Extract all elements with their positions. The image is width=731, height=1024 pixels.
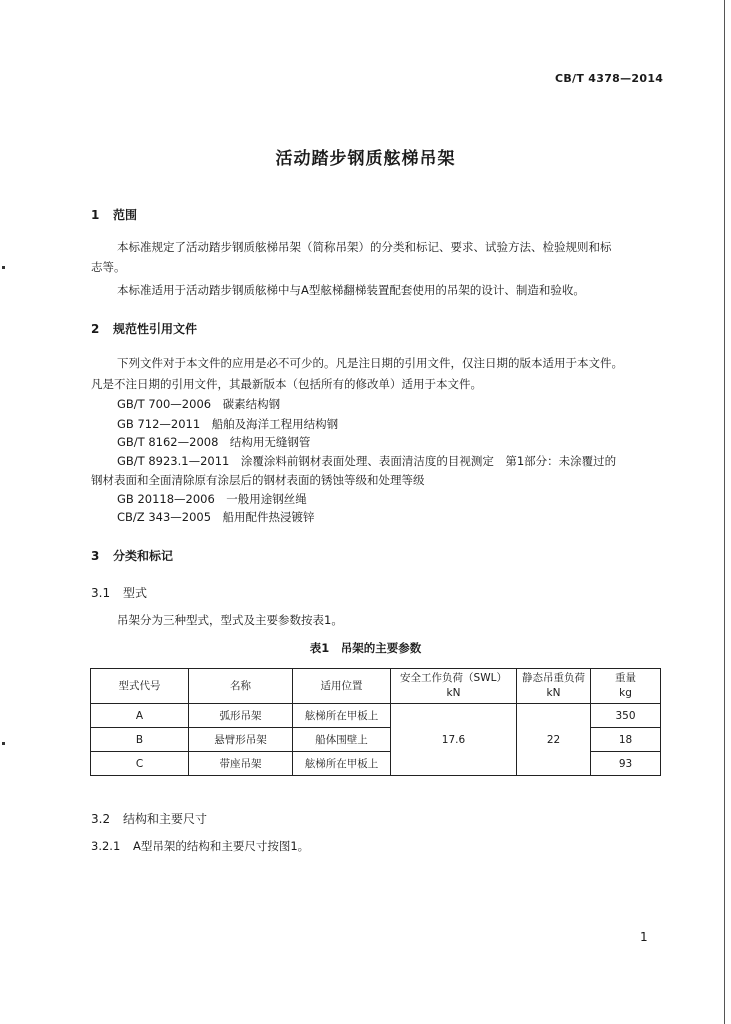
section-2-heading <box>91 320 197 337</box>
reference-item: GB 20118—2006 一般用途钢丝绳 <box>117 492 307 506</box>
section-title: 范围 <box>113 208 138 222</box>
cell-type-code: A <box>91 704 189 728</box>
section-number: 3 <box>91 549 100 563</box>
cell-name: 带座吊架 <box>189 752 293 776</box>
scope-paragraph-line: 志等。 <box>91 260 126 274</box>
scan-speck <box>2 266 5 269</box>
header-weight-unit: kg <box>619 687 632 699</box>
cell-position: 舷梯所在甲板上 <box>293 704 391 728</box>
header-static-load <box>517 669 591 704</box>
subsection-3-1-heading <box>91 584 147 601</box>
header-swl <box>391 669 517 704</box>
page-number: 1 <box>640 930 648 944</box>
subsection-3-2-1 <box>91 836 309 856</box>
table-caption: 表1 吊架的主要参数 <box>309 641 422 655</box>
subsection-title: 结构和主要尺寸 <box>123 812 208 826</box>
section-1-heading <box>91 206 137 223</box>
reference-item: CB/Z 343—2005 船用配件热浸镀锌 <box>117 510 315 524</box>
cell-name: 弧形吊架 <box>189 704 293 728</box>
header-swl-label: 安全工作负荷（SWL） <box>400 672 507 684</box>
scope-paragraph: 本标准适用于活动踏步钢质舷梯中与A型舷梯翻梯装置配套使用的吊架的设计、制造和验收。 <box>117 283 585 297</box>
scope-paragraph-line: 本标准规定了活动踏步钢质舷梯吊架（简称吊架）的分类和标记、要求、试验方法、检验规则和标 <box>117 240 612 254</box>
header-static-unit: kN <box>546 687 561 699</box>
cell-static-load: 22 <box>517 704 591 776</box>
cell-position: 船体围壁上 <box>293 728 391 752</box>
reference-item: GB/T 700—2006 碳素结构钢 <box>117 397 281 411</box>
cell-weight: 350 <box>591 704 661 728</box>
section-number: 1 <box>91 208 100 222</box>
table-row <box>91 704 661 728</box>
section-3-heading <box>91 547 173 564</box>
cell-type-code: C <box>91 752 189 776</box>
reference-item: GB/T 8162—2008 结构用无缝钢管 <box>117 435 311 449</box>
references-intro-line: 下列文件对于本文件的应用是必不可少的。凡是注日期的引用文件，仅注日期的版本适用于本文件。 <box>117 356 623 370</box>
reference-item-continued: 钢材表面和全面清除原有涂层后的钢材表面的锈蚀等级和处理等级 <box>91 473 425 487</box>
section-number: 2 <box>91 322 100 336</box>
standard-code: CB/T 4378—2014 <box>555 72 664 85</box>
section-title: 分类和标记 <box>113 549 174 563</box>
header-name: 名称 <box>189 669 293 704</box>
subsection-title: 型式 <box>123 586 148 600</box>
cell-name: 悬臂形吊架 <box>189 728 293 752</box>
cell-position: 舷梯所在甲板上 <box>293 752 391 776</box>
table-header-row <box>91 669 661 704</box>
reference-item: GB 712—2011 船舶及海洋工程用结构钢 <box>117 417 339 431</box>
document-title: 活动踏步钢质舷梯吊架 <box>275 149 456 169</box>
header-weight-label: 重量 <box>615 672 636 684</box>
reference-item: GB/T 8923.1—2011 涂覆涂料前钢材表面处理、表面清洁度的目视测定 第1部分：未涂覆过的 <box>117 454 617 468</box>
section-title: 规范性引用文件 <box>113 322 198 336</box>
subsection-number: 3.2 <box>91 812 111 826</box>
header-position: 适用位置 <box>293 669 391 704</box>
subsection-number: 3.2.1 <box>91 839 121 853</box>
cell-type-code: B <box>91 728 189 752</box>
cell-weight: 18 <box>591 728 661 752</box>
main-parameters-table <box>90 668 661 776</box>
subsection-3-2-heading <box>91 810 207 827</box>
subsection-number: 3.1 <box>91 586 111 600</box>
cell-swl: 17.6 <box>391 704 517 776</box>
header-static-label: 静态吊重负荷 <box>522 672 585 684</box>
scan-speck <box>2 742 5 745</box>
cell-weight: 93 <box>591 752 661 776</box>
subsection-3-1-text: 吊架分为三种型式，型式及主要参数按表1。 <box>117 613 343 627</box>
header-type-code: 型式代号 <box>91 669 189 704</box>
references-intro-line: 凡是不注日期的引用文件，其最新版本（包括所有的修改单）适用于本文件。 <box>91 377 482 391</box>
header-swl-unit: kN <box>446 687 461 699</box>
header-weight <box>591 669 661 704</box>
subsection-text: A型吊架的结构和主要尺寸按图1。 <box>133 839 310 853</box>
